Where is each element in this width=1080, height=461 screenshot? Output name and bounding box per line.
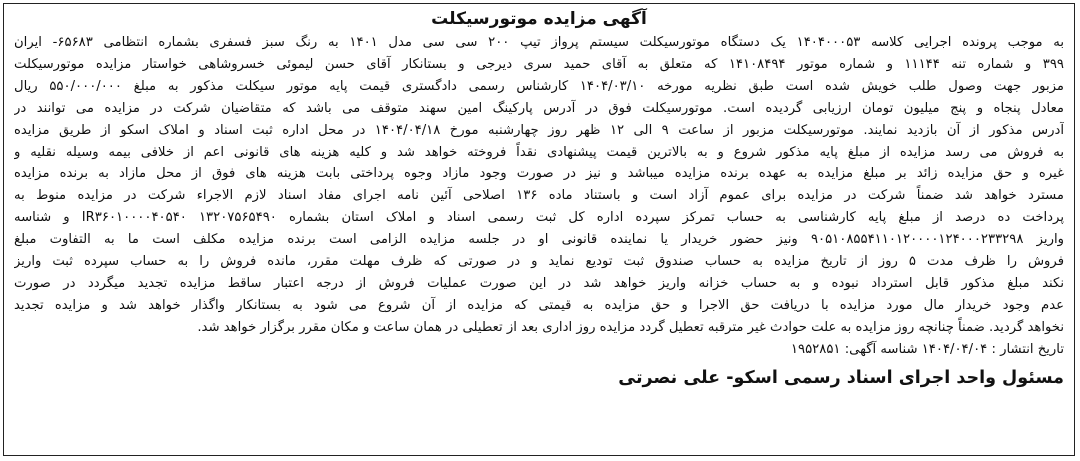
notice-line: معادل پنجاه و پنج میلیون تومان ارزیابی گردیده است. موتورسیکلت فوق در آدرس پارکینگ امین سهند متوقف می باشد که متقاضیان شرکت در مزایده می توانند در [14, 100, 1064, 116]
notice-line: به موجب پرونده اجرایی کلاسه ۱۴۰۴۰۰۰۵۳ یک دستگاه موتورسیکلت سیستم پرواز تیپ ۲۰۰ سی سی مدل ۱۴۰۱ به رنگ سبز فسفری بشماره انتظامی ۶۵۶۸۳- ایران [14, 35, 1064, 50]
notice-line: نکند مبلغ مذکور قابل استرداد نبوده و به حساب خزانه واریز خواهد شد در این صورت عملیات فروش از درجه اعتبار ساقط مزایده تجدید میگردد در صورت [14, 275, 1064, 291]
notice-line: به فروش می رسد مزایده از مبلغ پایه مذکور شروع و به بالاترین قیمت پیشنهادی نقداً فروخته خواهد شد و کلیه هزینه های قانونی اعم از خلافی بیمه وسیله نقلیه و [14, 144, 1064, 160]
notice-line: ۳۹۹ و شماره تنه ۱۱۱۴۴ و شماره موتور ۱۴۱۰۸۴۹۴ که متعلق به آقای حمید سری دیرجی و بستانکار آقای حسن لیموئی خسروشاهی خواستار مزایده موتورسیکلت [14, 56, 1064, 72]
signature: مسئول واحد اجرای اسناد رسمی اسکو- علی نصرتی [618, 367, 1064, 388]
publication-date-line: تاریخ انتشار : ۱۴۰۴/۰۴/۰۴ شناسه آگهی: ۱۹۵۲۸۵۱ [790, 341, 1064, 357]
auction-notice [3, 3, 1075, 456]
notice-line: نخواهد گردید. ضمناً چنانچه روز مزایده به علت حوادث غیر مترقبه تعطیل گردد مزایده روز اداری بعد از تعطیلی در همان ساعت و مکان مقرر برگزار خواهد شد. [197, 319, 1064, 335]
notice-line: عدم وجود خریدار مال مورد مزایده با دریافت حق الاجرا و حق مزایده به قیمتی که مزایده از آن شروع می شود به بستانکار واگذار خواهد شد و مزایده تجدید [14, 297, 1064, 313]
notice-line: پرداخت ده درصد از مبلغ پایه کارشناسی به حساب تمرکز سپرده اداره کل ثبت رسمی اسناد و املاک استان بشماره IR۳۶۰۱۰۰۰۰۴۰۵۴۰ ۱۳۲۰۷۵۶۵۴۹۰ و شناسه [14, 210, 1064, 226]
notice-line: آدرس مذکور از آن بازدید نمایند. موتورسیکلت مزبور از ساعت ۹ الی ۱۲ ظهر روز چهارشنبه مورخ ۱۴۰۴/۰۴/۱۸ در محل اداره ثبت اسناد و املاک اسکو از طریق مزایده [14, 122, 1064, 138]
notice-line: غیره و حق مزایده زائد بر مبلغ مزایده به عهده برنده مزایده میباشد و نیز در صورت وجود مازاد وجوه پرداختی بابت هزینه های فوق از محل مازاد به برنده مزایده [14, 166, 1064, 182]
notice-line: واریز ۹۰۵۱۰۸۵۵۴۱۱۰۱۲۰۰۰۰۱۲۴۰۰۰۲۳۳۲۹۸ ونیز حضور خریدار یا نماینده قانونی او در جلسه مزایده الزامی است برنده مزایده مکلف است ما به التفاوت مبلغ [14, 232, 1064, 248]
notice-line: مسترد خواهد شد ضمناً شرکت در مزایده برای عموم آزاد است و باستناد ماده ۱۳۶ اصلاحی آئین نامه اجرای مفاد اسناد لازم الاجراء شرکت در مزایده منوط به [14, 188, 1064, 204]
notice-body [14, 32, 1064, 361]
notice-line: فروش را ظرف مدت ۵ روز از تاریخ مزایده به حساب صندوق ثبت تودیع نماید و در صورتی که ظرف مهلت مقرر، مانده فروش را به حساب سپرده ثبت واریز [14, 254, 1064, 270]
notice-title: آگهی مزایده موتورسیکلت [431, 9, 647, 29]
notice-line: مزبور جهت وصول طلب خویش شده است طبق نظریه مورخه ۱۴۰۴/۰۳/۱۰ کارشناس رسمی دادگستری قیمت پایه موتور سیکلت مذکور به مبلغ ۵۵۰/۰۰۰/۰۰۰ ریال [14, 78, 1064, 94]
